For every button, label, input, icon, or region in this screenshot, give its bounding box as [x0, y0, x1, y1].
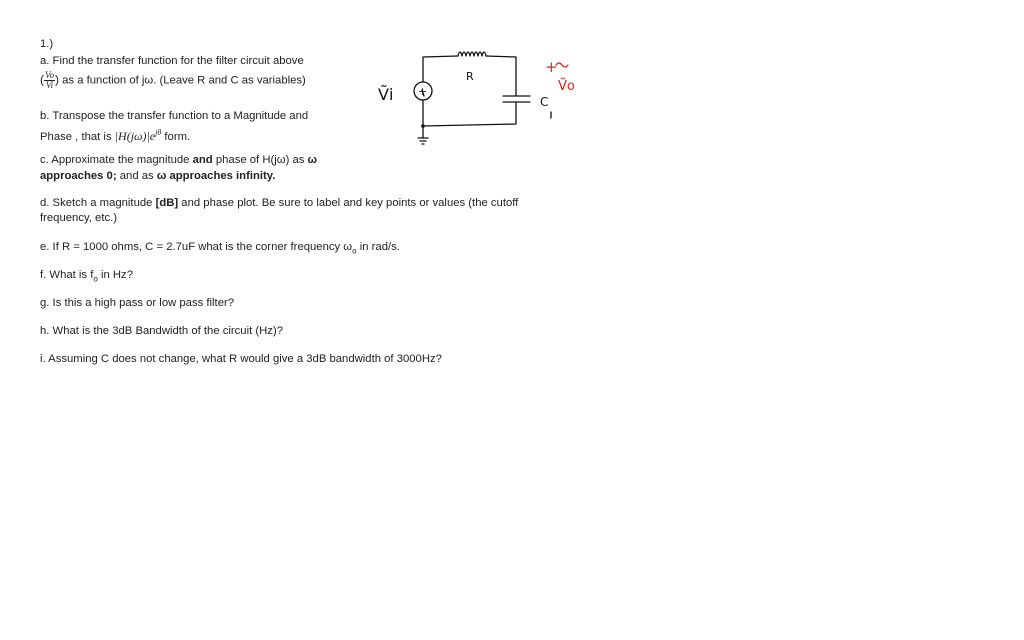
part-f — [40, 268, 133, 286]
part-a-line2 — [40, 71, 306, 90]
part-d-pre: d. Sketch a magnitude — [40, 197, 156, 209]
part-e-sub: o — [352, 246, 357, 256]
part-c-post: phase of H(jω) as — [212, 154, 308, 166]
part-e-post: in rad/s. — [356, 241, 400, 253]
output-label: Ṽo — [558, 79, 575, 94]
paren-close: ) — [55, 72, 59, 87]
part-b-post: form. — [161, 130, 191, 143]
part-c-omega: ω — [307, 154, 318, 166]
part-f-post: in Hz? — [97, 269, 133, 281]
wire-source-to-resistor — [423, 56, 458, 82]
wire-resistor-to-capacitor — [486, 56, 516, 95]
capacitor-label: C — [540, 95, 549, 109]
part-e — [40, 240, 400, 258]
part-i: i. Assuming C does not change, what R would give a 3dB bandwidth of 3000Hz? — [40, 353, 442, 365]
part-g: g. Is this a high pass or low pass filter? — [40, 297, 235, 309]
output-tilde-mark — [556, 63, 568, 67]
part-f-sub: o — [93, 274, 98, 284]
circuit-diagram — [370, 40, 590, 160]
source-polarity-symbol: + — [418, 85, 428, 98]
magnitude-phase-formula: |H(jω)|e — [114, 128, 156, 143]
source-label: Ṽi — [378, 85, 394, 104]
part-c-approaches-zero: approaches 0; — [40, 170, 117, 182]
part-d-line2: frequency, etc.) — [40, 212, 118, 224]
fraction-denominator: Vi — [45, 80, 54, 90]
paren-open: ( — [40, 72, 44, 87]
resistor-label: R — [466, 70, 474, 83]
transfer-fraction — [44, 71, 55, 90]
part-c-line1 — [40, 153, 317, 168]
fraction-numerator: Vo — [45, 70, 54, 80]
part-a-line1: a. Find the transfer function for the filter circuit above — [40, 55, 304, 67]
formula-exponent: jθ — [155, 128, 162, 137]
part-b-pre: Phase , that is — [40, 130, 115, 143]
part-a-line2-text: as a function of jω. (Leave R and C as variables) — [62, 74, 306, 87]
part-b-line2 — [40, 125, 190, 145]
part-d-post: and phase plot. Be sure to label and key points or values (the cutoff — [178, 197, 519, 209]
part-h: h. What is the 3dB Bandwidth of the circuit (Hz)? — [40, 325, 283, 337]
part-d-db: [dB] — [155, 197, 179, 209]
resistor-symbol — [458, 52, 486, 56]
part-c-approaches-infinity: ω approaches infinity. — [156, 170, 276, 182]
part-b-line1: b. Transpose the transfer function to a Magnitude and — [40, 110, 309, 122]
part-c-line2 — [40, 169, 275, 184]
wire-return — [423, 100, 516, 126]
output-plus: + — [545, 58, 558, 76]
part-d-line1 — [40, 196, 518, 211]
part-c-and: and — [192, 154, 213, 166]
part-c-pre: c. Approximate the magnitude — [40, 154, 193, 166]
ground-symbol — [418, 138, 428, 144]
part-f-pre: f. What is f — [40, 269, 94, 281]
part-c-mid: and as — [116, 170, 157, 182]
part-e-pre: e. If R = 1000 ohms, C = 2.7uF what is the corner frequency ω — [40, 241, 353, 253]
question-number: 1.) — [40, 38, 54, 50]
